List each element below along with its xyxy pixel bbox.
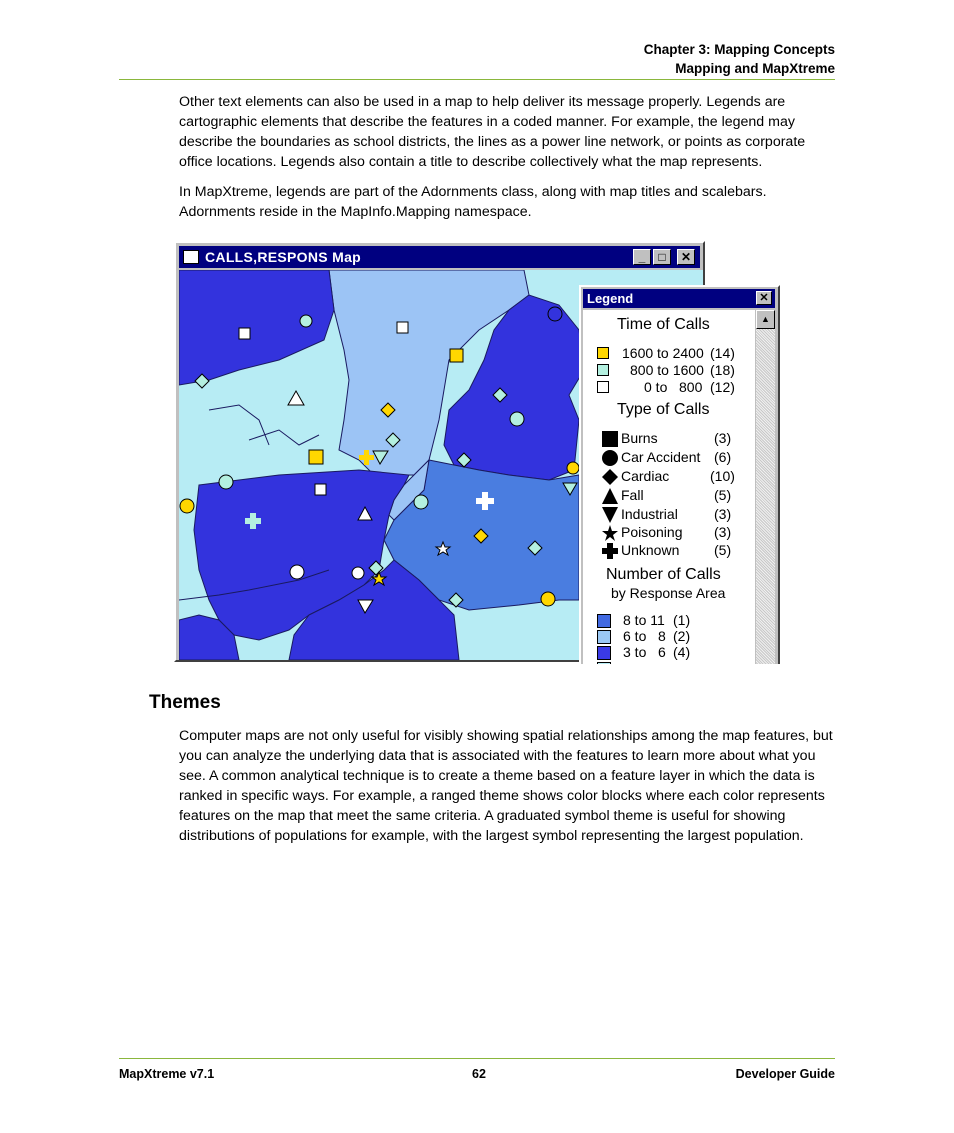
car-accident-point-yellow [541, 592, 555, 606]
square-icon [601, 430, 619, 448]
legend-close-button[interactable]: ✕ [756, 291, 772, 305]
legend-count: (3) [714, 506, 732, 522]
car-accident-point-mint [219, 475, 233, 489]
legend-scrollbar[interactable] [756, 310, 775, 664]
time-swatch-mint [597, 364, 609, 376]
legend-count: (4) [673, 644, 691, 660]
car-accident-point-yellow [180, 499, 194, 513]
footer-rule [119, 1058, 835, 1059]
car-accident-point-mint [300, 315, 312, 327]
legend-count: (3) [714, 430, 732, 446]
close-button[interactable]: ✕ [677, 249, 695, 265]
time-swatch-white [597, 381, 609, 393]
area-swatch-medium [597, 614, 611, 628]
legend-range: 8 to 11 [623, 612, 665, 628]
paragraph-legends: Other text elements can also be used in a map to help deliver its message properly. Legends are cartographic elements that describe the features in a coded manner. For example, the legend may describe the boundaries as school districts, the lines as a power line network, or points as corporate office locations. Legends also contain a title to describe collectively what the map represents. [179, 94, 806, 170]
legend-type-label: Cardiac [621, 468, 670, 484]
map-figure [174, 241, 780, 664]
legend-titlebar[interactable] [583, 289, 775, 308]
legend-range: 6 to 8 [623, 628, 666, 644]
footer-page-number: 62 [472, 1067, 486, 1081]
time-of-calls-heading: Time of Calls [617, 316, 710, 333]
legend-body [583, 310, 755, 664]
legend-range: 1600 to 2400 [622, 345, 704, 361]
legend-type-label: Burns [621, 430, 658, 446]
legend-count: (10) [710, 468, 735, 484]
legend-type-label: Poisoning [621, 524, 683, 540]
legend-count: (5) [714, 487, 732, 503]
footer-doc-title: Developer Guide [735, 1067, 835, 1081]
car-accident-point-white [352, 567, 364, 579]
legend-range: 3 to 6 [623, 644, 666, 660]
car-accident-point-yellow [567, 462, 579, 474]
burns-point-yellow [450, 349, 463, 362]
running-header [644, 40, 835, 78]
paragraph-themes: Computer maps are not only useful for visibly showing spatial relationships among the map features, but you can analyze the underlying data that is associated with the features to learn more about what you see. A common analytical technique is to create a theme based on a feature layer in which the data is ranked in specific ways. For example, a ranged theme shows color blocks where each color represents features on the map that meet the same criteria. A graduated symbol theme is useful for showing distributions of populations for example, with the largest symbol representing the largest population. [179, 728, 833, 844]
legend-count: (18) [710, 362, 735, 378]
car-accident-point [548, 307, 562, 321]
legend-window [579, 285, 780, 664]
legend-window-title: Legend [587, 291, 634, 306]
legend-count: (1) [673, 612, 691, 628]
legend-count: (2) [673, 628, 691, 644]
car-accident-point-white [290, 565, 304, 579]
triangle-up-icon [601, 487, 619, 505]
diamond-icon [601, 468, 619, 486]
legend-count: (14) [710, 345, 735, 361]
section-title: Mapping and MapXtreme [675, 61, 835, 76]
car-accident-point-mint [414, 495, 428, 509]
chapter-title: Chapter 3: Mapping Concepts [643, 42, 835, 57]
maximize-button[interactable]: □ [653, 249, 671, 265]
legend-count: (3) [714, 524, 732, 540]
map-window-titlebar[interactable] [179, 246, 700, 268]
area-swatch-dark [597, 646, 611, 660]
legend-range: 800 to 1600 [630, 362, 704, 378]
scroll-up-icon[interactable]: ▲ [756, 310, 775, 329]
minimize-button[interactable]: _ [633, 249, 651, 265]
number-of-calls-subheading: by Response Area [611, 585, 726, 601]
paragraph-adornments: In MapXtreme, legends are part of the Adornments class, along with map titles and scalebars. Adornments reside in the MapInfo.Mapping namespace. [179, 184, 767, 220]
footer-product: MapXtreme v7.1 [119, 1067, 215, 1081]
cross-icon [601, 542, 619, 560]
burns-point-white [397, 322, 408, 333]
area-swatch-pale-cut [597, 662, 611, 664]
burns-point-white [239, 328, 250, 339]
legend-type-label: Fall [621, 487, 644, 503]
map-app-icon [183, 250, 199, 264]
legend-range: 0 to 800 [644, 379, 703, 395]
legend-count: (5) [714, 542, 732, 558]
section-heading-themes: Themes [149, 692, 221, 713]
star-icon [601, 524, 619, 542]
number-of-calls-heading: Number of Calls [606, 566, 721, 583]
car-accident-point-mint [510, 412, 524, 426]
time-swatch-yellow [597, 347, 609, 359]
legend-count: (6) [714, 449, 732, 465]
legend-type-label: Car Accident [621, 449, 701, 465]
legend-type-label: Industrial [621, 506, 678, 522]
legend-count: (12) [710, 379, 735, 395]
area-swatch-light [597, 630, 611, 644]
header-rule [119, 79, 835, 80]
circle-icon [601, 449, 619, 467]
burns-point-yellow [309, 450, 323, 464]
burns-point-white [315, 484, 326, 495]
type-of-calls-heading: Type of Calls [617, 401, 710, 418]
legend-type-label: Unknown [621, 542, 680, 558]
triangle-down-icon [601, 506, 619, 524]
map-window-title: CALLS,RESPONS Map [205, 249, 362, 265]
